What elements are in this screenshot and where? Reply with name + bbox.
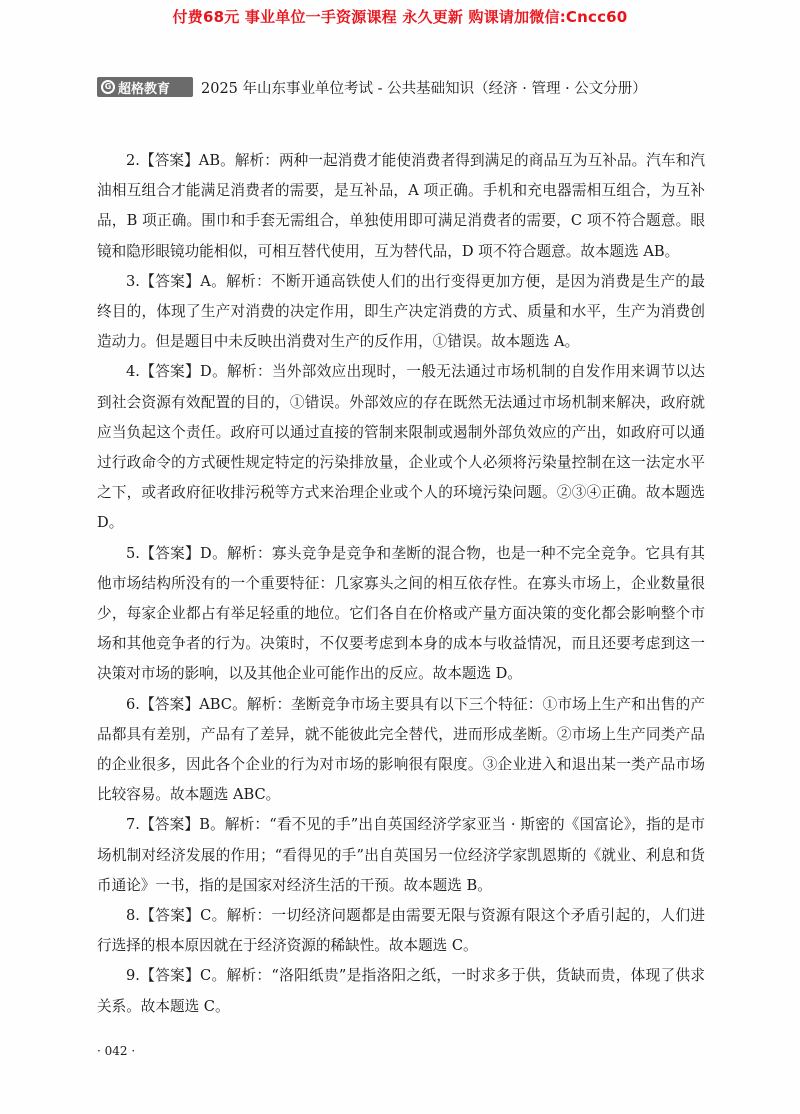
promo-banner: 付费68元 事业单位一手资源课程 永久更新 购课请加微信:Cncc60 [172, 8, 628, 26]
answer-paragraph: 7.【答案】B。解析：“看不见的手”出自英国经济学家亚当 · 斯密的《国富论》，指的是市场机制对经济发展的作用；“看得见的手”出自英国另一位经济学家凯恩斯的《就业、利息和货币通论》一书，指的是国家对经济生活的干预。故本题选 B。 [97, 816, 705, 894]
logo-mark-icon: G [101, 80, 115, 94]
page-number: · 042 · [97, 1044, 136, 1058]
answer-paragraph: 4.【答案】D。解析：当外部效应出现时，一般无法通过市场机制的自发作用来调节以达到社会资源有效配置的目的，①错误。外部效应的存在既然无法通过市场机制来解决，政府就应当负起这个责任。政府可以通过直接的管制来限制或遏制外部负效应的产出，如政府可以通过行政命令的方式硬性规定特定的污染排放量，企业或个人必须将污染量控制在这一法定水平之下，或者政府征收排污税等方式来治理企业或个人的环境污染问题。②③④正确。故本题选 D。 [97, 363, 705, 532]
answer-paragraph: 9.【答案】C。解析：“洛阳纸贵”是指洛阳之纸，一时求多于供，货缺而贵，体现了供求关系。故本题选 C。 [97, 967, 705, 1015]
answer-list [97, 146, 705, 1022]
page-header [97, 76, 647, 98]
answer-paragraph: 5.【答案】D。解析：寡头竞争是竞争和垄断的混合物，也是一种不完全竞争。它具有其他市场结构所没有的一个重要特征：几家寡头之间的相互依存性。在寡头市场上，企业数量很少，每家企业都占有举足轻重的地位。它们各自在价格或产量方面决策的变化都会影响整个市场和其他竞争者的行为。决策时，不仅要考虑到本身的成本与收益情况，而且还要考虑到这一决策对市场的影响，以及其他企业可能作出的反应。故本题选 D。 [97, 544, 705, 683]
book-title: 2025 年山东事业单位考试 - 公共基础知识（经济 · 管理 · 公文分册） [201, 80, 647, 97]
logo-text: 超格教育 [118, 81, 171, 97]
answer-paragraph: 8.【答案】C。解析：一切经济问题都是由需要无限与资源有限这个矛盾引起的，人们进行选择的根本原因就在于经济资源的稀缺性。故本题选 C。 [97, 907, 705, 955]
answer-paragraph: 3.【答案】A。解析：不断开通高铁使人们的出行变得更加方便，是因为消费是生产的最终目的，体现了生产对消费的决定作用，即生产决定消费的方式、质量和水平，生产为消费创造动力。但是题目中未反映出消费对生产的反作用，①错误。故本题选 A。 [97, 272, 705, 351]
answer-paragraph: 2.【答案】AB。解析：两种一起消费才能使消费者得到满足的商品互为互补品。汽车和汽油相互组合才能满足消费者的需要，是互补品，A 项正确。手机和充电器需相互组合，为互补品，B 项正确。围巾和手套无需组合，单独使用即可满足消费者的需要，C 项不符合题意。眼镜和隐形眼镜功能相似，可相互替代使用，互为替代品，D 项不符合题意。故本题选 AB。 [97, 152, 705, 260]
answer-paragraph: 6.【答案】ABC。解析：垄断竞争市场主要具有以下三个特征：①市场上生产和出售的产品都具有差别，产品有了差异，就不能彼此完全替代，进而形成垄断。②市场上生产同类产品的企业很多，因此各个企业的行为对市场的影响很有限度。③企业进入和退出某一类产品市场比较容易。故本题选 ABC。 [97, 695, 705, 804]
publisher-logo [97, 77, 193, 97]
